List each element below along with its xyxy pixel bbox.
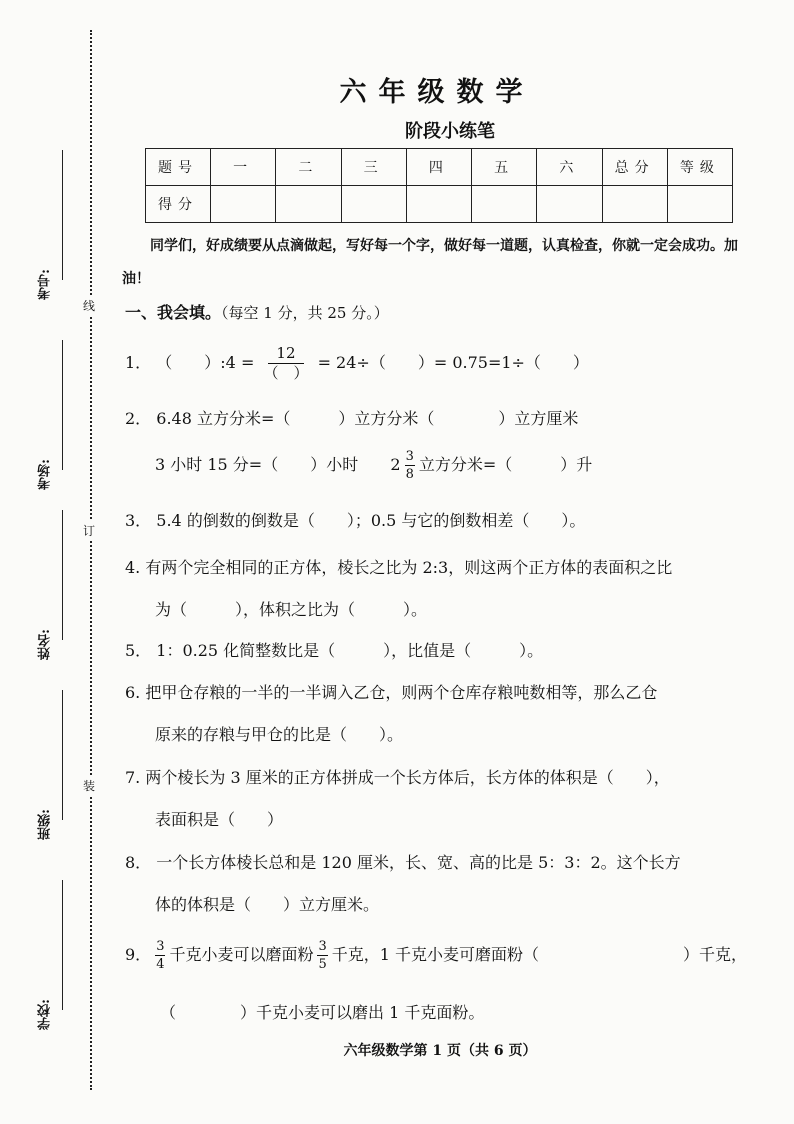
question-8-line-2 <box>155 892 379 915</box>
question-1-part-a[interactable]: （ ）:4 = <box>156 353 255 372</box>
student-name-line <box>62 510 63 640</box>
question-7-text[interactable]: 两个棱长为 3 厘米的正方体拼成一个长方体后，长方体的体积是（ ）， <box>145 768 670 787</box>
school-label: 学校: <box>38 999 53 1030</box>
score-table-col-header: 总分 <box>602 149 667 186</box>
question-number: 4. <box>125 558 141 577</box>
exam-number-label: 考号: <box>38 269 53 300</box>
page-subtitle: 阶段小练笔 <box>405 121 495 142</box>
question-number: 5． <box>125 641 152 660</box>
question-number: 7. <box>125 768 141 787</box>
score-table-col-header: 三 <box>341 149 406 186</box>
question-number: 9． <box>125 945 152 964</box>
question-2-text[interactable]: 6.48 立方分米=（ ）立方分米（ ）立方厘米 <box>156 409 579 428</box>
score-cell[interactable] <box>602 186 667 223</box>
exam-room-line <box>62 340 63 470</box>
question-9-text-b[interactable]: 千克，1 千克小麦可磨面粉（ ）千克， <box>331 945 748 964</box>
school-line <box>62 880 63 1010</box>
question-4-text-2[interactable]: 为（ ），体积之比为（ ）。 <box>155 600 428 619</box>
question-5-text[interactable]: 1：0.25 化简整数比是（ ），比值是（ ）。 <box>156 641 544 660</box>
score-cell[interactable] <box>341 186 406 223</box>
exam-room-label: 考场: <box>38 459 53 490</box>
question-9-text-2[interactable]: （ ）千克小麦可以磨出 1 千克面粉。 <box>160 1003 485 1022</box>
fraction-numerator: 3 <box>405 449 414 464</box>
question-4-line-2 <box>155 597 427 620</box>
question-5 <box>125 638 543 661</box>
question-number: 6. <box>125 683 141 702</box>
question-1 <box>125 346 589 381</box>
question-2-volume-text[interactable]: 立方分米=（ ）升 <box>418 455 593 474</box>
question-number: 2． <box>125 409 152 428</box>
question-6-line-2 <box>155 722 403 745</box>
score-table-row-label: 得分 <box>146 186 211 223</box>
fraction-denominator: 5 <box>318 957 327 972</box>
question-9-line-1 <box>125 940 747 971</box>
binding-mark-zhuang: 装 <box>83 775 95 796</box>
question-7-text-2[interactable]: 表面积是（ ） <box>155 810 284 829</box>
class-label: 班级: <box>38 809 53 840</box>
score-cell[interactable] <box>537 186 602 223</box>
question-2-line-2 <box>155 450 592 481</box>
fraction <box>317 940 327 971</box>
score-cell[interactable] <box>406 186 471 223</box>
question-2-line-1 <box>125 406 578 429</box>
question-3-text[interactable]: 5.4 的倒数的倒数是（ ）；0.5 与它的倒数相差（ ）。 <box>156 511 586 530</box>
question-3 <box>125 508 585 531</box>
binding-mark-line: 线 <box>83 295 95 316</box>
class-line <box>62 690 63 820</box>
student-name-label: 姓名: <box>38 629 53 660</box>
question-6-text-2[interactable]: 原来的存粮与甲仓的比是（ ）。 <box>155 725 404 744</box>
score-table-col-header: 一 <box>211 149 276 186</box>
fraction <box>155 940 165 971</box>
question-number: 8． <box>125 853 152 872</box>
class-field[interactable] <box>28 690 78 840</box>
score-cell[interactable] <box>472 186 537 223</box>
question-7-line-2 <box>155 807 283 830</box>
fraction-denominator: 8 <box>405 467 414 482</box>
question-7-line-1 <box>125 765 670 788</box>
question-6-text: 把甲仓存粮的一半的一半调入乙仓，则两个仓库存粮吨数相等，那么乙仓 <box>145 683 658 702</box>
score-table-col-header: 六 <box>537 149 602 186</box>
exam-number-line <box>62 150 63 280</box>
score-table-col-header: 等级 <box>667 149 732 186</box>
exam-number-field[interactable] <box>28 150 78 300</box>
fraction <box>263 346 308 381</box>
question-4-line-1 <box>125 555 672 578</box>
fraction-numerator: 12 <box>268 346 303 364</box>
fraction <box>405 450 415 481</box>
question-6-line-1 <box>125 680 657 703</box>
question-number: 1． <box>125 353 152 372</box>
score-cell[interactable] <box>667 186 732 223</box>
fraction-numerator: 3 <box>318 939 327 954</box>
section-1-note: （每空 1 分，共 25 分。） <box>221 304 389 322</box>
binding-mark-ding: 订 <box>83 520 95 541</box>
score-table-col-header: 四 <box>406 149 471 186</box>
binding-dotted-line <box>90 30 92 1090</box>
school-field[interactable] <box>28 880 78 1030</box>
score-cell[interactable] <box>211 186 276 223</box>
fraction-denominator[interactable]: （ ） <box>263 364 309 382</box>
intro-text: 同学们，好成绩要从点滴做起，写好每一个字，做好每一道题，认真检查，你就一定会成功。加油！ <box>122 238 738 287</box>
score-table-col-header: 五 <box>472 149 537 186</box>
question-9-line-2 <box>160 1000 484 1023</box>
score-table-score-row <box>146 186 733 223</box>
page-footer: 六年级数学第 1 页（共 6 页） <box>343 1043 537 1059</box>
question-8-text-2[interactable]: 体的体积是（ ）立方厘米。 <box>155 895 380 914</box>
score-table-header-row <box>146 149 733 186</box>
student-name-field[interactable] <box>28 510 78 660</box>
question-1-part-b[interactable]: = 24÷（ ）= 0.75=1÷（ ） <box>317 353 589 372</box>
question-number: 3． <box>125 511 152 530</box>
exam-room-field[interactable] <box>28 340 78 490</box>
fraction-numerator: 3 <box>156 939 165 954</box>
score-cell[interactable] <box>276 186 341 223</box>
fraction-denominator: 4 <box>156 957 165 972</box>
mixed-number-whole: 2 <box>390 455 401 474</box>
question-4-text: 有两个完全相同的正方体，棱长之比为 2:3，则这两个正方体的表面积之比 <box>145 558 673 577</box>
page-title: 六年级数学 <box>339 77 535 108</box>
question-2-time-text[interactable]: 3 小时 15 分=（ ）小时 <box>155 455 359 474</box>
score-table-row-label: 题号 <box>146 149 211 186</box>
question-8-text: 一个长方体棱长总和是 120 厘米，长、宽、高的比是 5：3：2。这个长方 <box>156 853 681 872</box>
question-8-line-1 <box>125 850 681 873</box>
score-table <box>145 148 733 223</box>
score-table-col-header: 二 <box>276 149 341 186</box>
section-1-heading <box>125 300 389 323</box>
section-1-title: 一、我会填。 <box>125 303 222 322</box>
question-9-text-a: 千克小麦可以磨面粉 <box>169 945 314 964</box>
